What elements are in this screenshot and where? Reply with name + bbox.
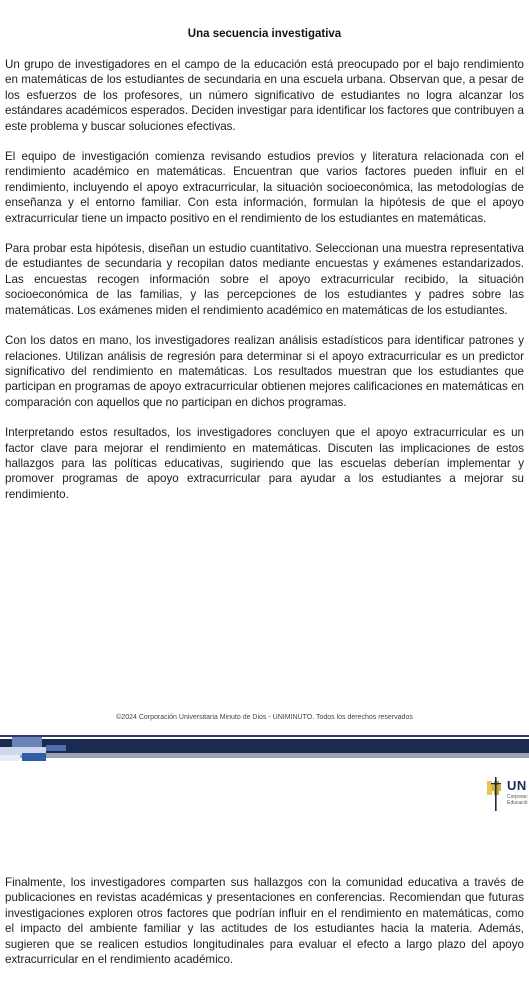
band-dark: [0, 739, 529, 753]
logo-subtitle-line: Corporac: [507, 794, 528, 800]
band-block: [22, 753, 46, 761]
paragraph: Para probar esta hipótesis, diseñan un estudio cuantitativo. Seleccionan una muestra representativa de estudiantes de secundaria y recopilan datos mediante encuestas y exámenes estandarizados. Las encuestas recogen información sobre el apoyo extracurricular recibido, la situación socioeconómica de las familias, y las percepciones de los estudiantes y padres sobre las matemáticas. Los exámenes miden el rendimiento académico en matemáticas de los estudiantes.: [5, 242, 524, 317]
copyright-footer: ©2024 Corporación Universitaria Minuto de Dios - UNIMINUTO. Todos los derechos reservados: [116, 714, 413, 721]
logo-subtitle-line: Educació: [507, 800, 528, 806]
page-break-band: [0, 735, 529, 769]
logo-text: UN: [507, 778, 527, 793]
page-title: Una secuencia investigativa: [187, 28, 342, 40]
paragraph: Con los datos en mano, los investigadores realizan análisis estadísticos para identificar patrones y relaciones. Utilizan análisis de regresión para determinar si el apoyo extracurricular es un predictor significativo del rendimiento en matemáticas. Los resultados muestran que los estudiantes que participan en programas de apoyo extracurricular obtienen mejores calificaciones en matemáticas en comparación con aquellos que no participan en dichos programas.: [5, 334, 524, 409]
main-body: [5, 57, 524, 517]
band-grey: [0, 753, 529, 758]
paragraph: Interpretando estos resultados, los investigadores concluyen que el apoyo extracurricular es un factor clave para mejorar el rendimiento en matemáticas. Discuten las implicaciones de estos hallazgos para las políticas educativas, sugiriendo que las escuelas deberían implementar y promover programas de apoyo extracurricular para ayudar a los estudiantes a mejorar su rendimiento.: [5, 426, 524, 501]
paragraph: Un grupo de investigadores en el campo de la educación está preocupado por el bajo rendimiento en matemáticas de los estudiantes de secundaria en una escuela urbana. Observan que, a pesar de los esfuerzos de los profesores, un número significativo de estudiantes no logra alcanzar los estándares académicos esperados. Deciden investigar para identificar los factores que contribuyen a este problema y buscar soluciones efectivas.: [5, 58, 524, 133]
band-block: [46, 745, 66, 751]
band-block: [12, 737, 42, 747]
paragraph: El equipo de investigación comienza revisando estudios previos y literatura relacionada con el rendimiento académico en matemáticas. Encuentran que varios factores pueden influir en el rendimiento, incluyendo el apoyo extracurricular, la situación socioeconómica, las metodologías de enseñanza y el entorno familiar. Con esta información, formulan la hipótesis de que el apoyo extracurricular tiene un impacto positivo en el rendimiento de los estudiantes en matemáticas.: [5, 150, 524, 225]
paragraph: Finalmente, los investigadores comparten sus hallazgos con la comunidad educativa a través de publicaciones en revistas académicas y presentaciones en conferencias. Recomiendan que futuras investigaciones exploren otros factores que podrían influir en el rendimiento en matemáticas, como el impacto del ambiente familiar y las actitudes de los estudiantes hacia la materia. Además, sugieren que se realicen estudios longitudinales para evaluar el efecto a largo plazo del apoyo extracurricular en el rendimiento académico.: [5, 876, 524, 967]
next-page-body: [5, 875, 524, 967]
band-line: [0, 735, 529, 737]
band-block: [0, 755, 20, 761]
uniminuto-logo-mark-icon: [487, 777, 505, 811]
logo-subtitle: [507, 794, 528, 806]
uniminuto-logo: [487, 775, 529, 815]
